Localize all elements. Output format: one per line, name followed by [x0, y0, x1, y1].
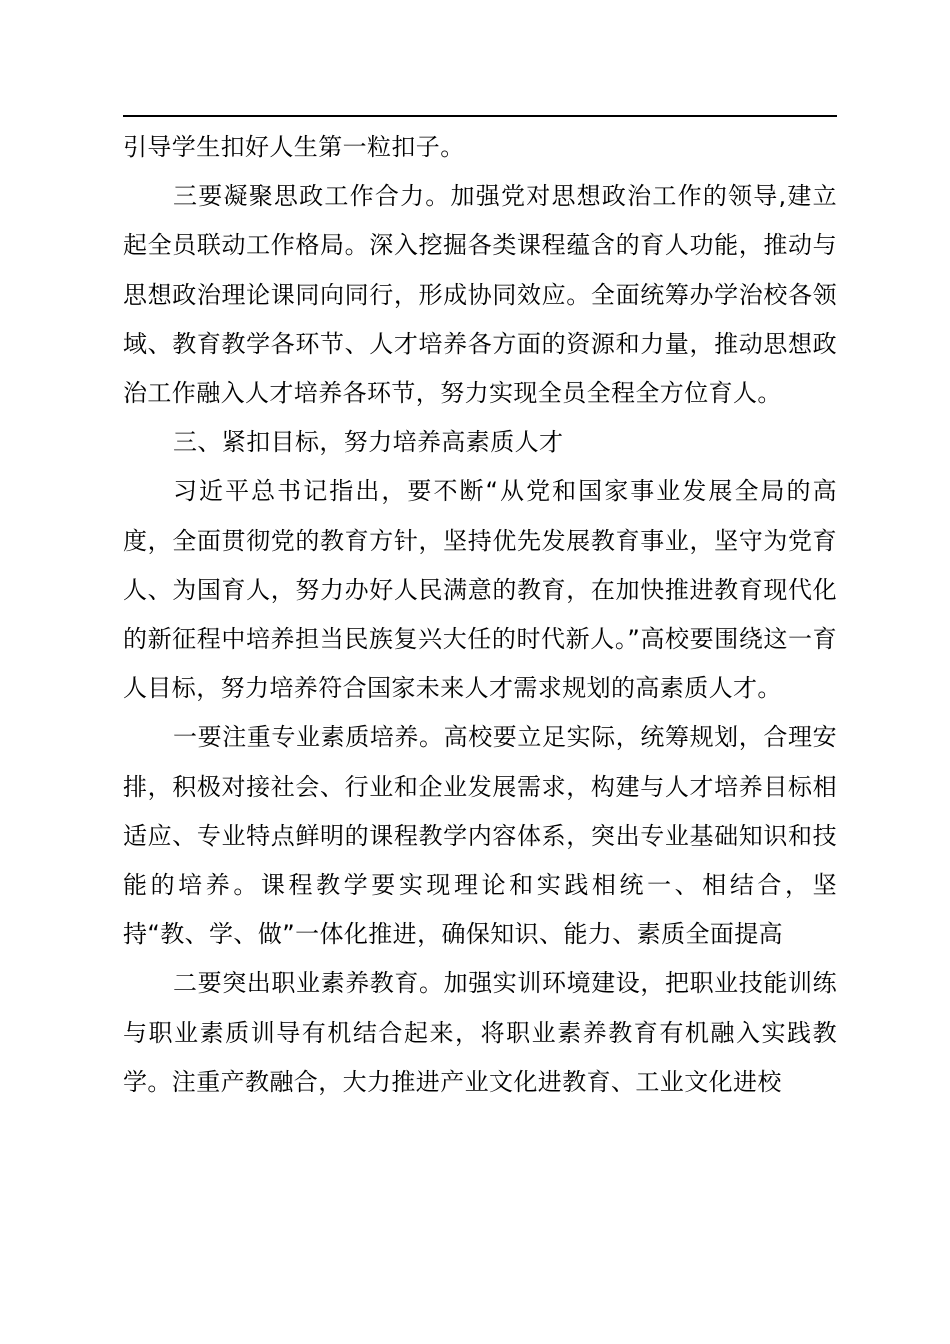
document-body [123, 123, 837, 1107]
paragraph-1: 引导学生扣好人生第一粒扣子。 [123, 133, 465, 161]
paragraph-4: 习近平总书记指出，要不断“从党和国家事业发展全局的高度，全面贯彻党的教育方针，坚持优先发展教育事业，坚守为党育人、为国育人，努力办好人民满意的教育，在加快推进教育现代化的新征程中培养担当民族复兴大任的时代新人。”高校要围绕这一育人目标，努力培养符合国家未来人才需求规划的高素质人才。 [123, 477, 837, 703]
section-heading: 三、紧扣目标，努力培养高素质人才 [173, 428, 564, 457]
paragraph-2: 三要凝聚思政工作合力。加强党对思想政治工作的领导,建立起全员联动工作格局。深入挖掘各类课程蕴含的育人功能，推动与思想政治理论课同向同行，形成协同效应。全面统筹办学治校各领域、教育教学各环节、人才培养各方面的资源和力量，推动思想政治工作融入人才培养各环节，努力实现全员全程全方位育人。 [123, 182, 837, 408]
header-rule [123, 115, 837, 117]
paragraph-6: 二要突出职业素养教育。加强实训环境建设，把职业技能训练与职业素质训导有机结合起来，将职业素养教育有机融入实践教学。注重产教融合，大力推进产业文化进教育、工业文化进校 [123, 969, 837, 1096]
paragraph-5: 一要注重专业素质培养。高校要立足实际，统筹规划，合理安排，积极对接社会、行业和企业发展需求，构建与人才培养目标相适应、专业特点鲜明的课程教学内容体系，突出专业基础知识和技能的培养。课程教学要实现理论和实践相统一、相结合，坚持“教、学、做”一体化推进，确保知识、能力、素质全面提高 [123, 723, 837, 949]
